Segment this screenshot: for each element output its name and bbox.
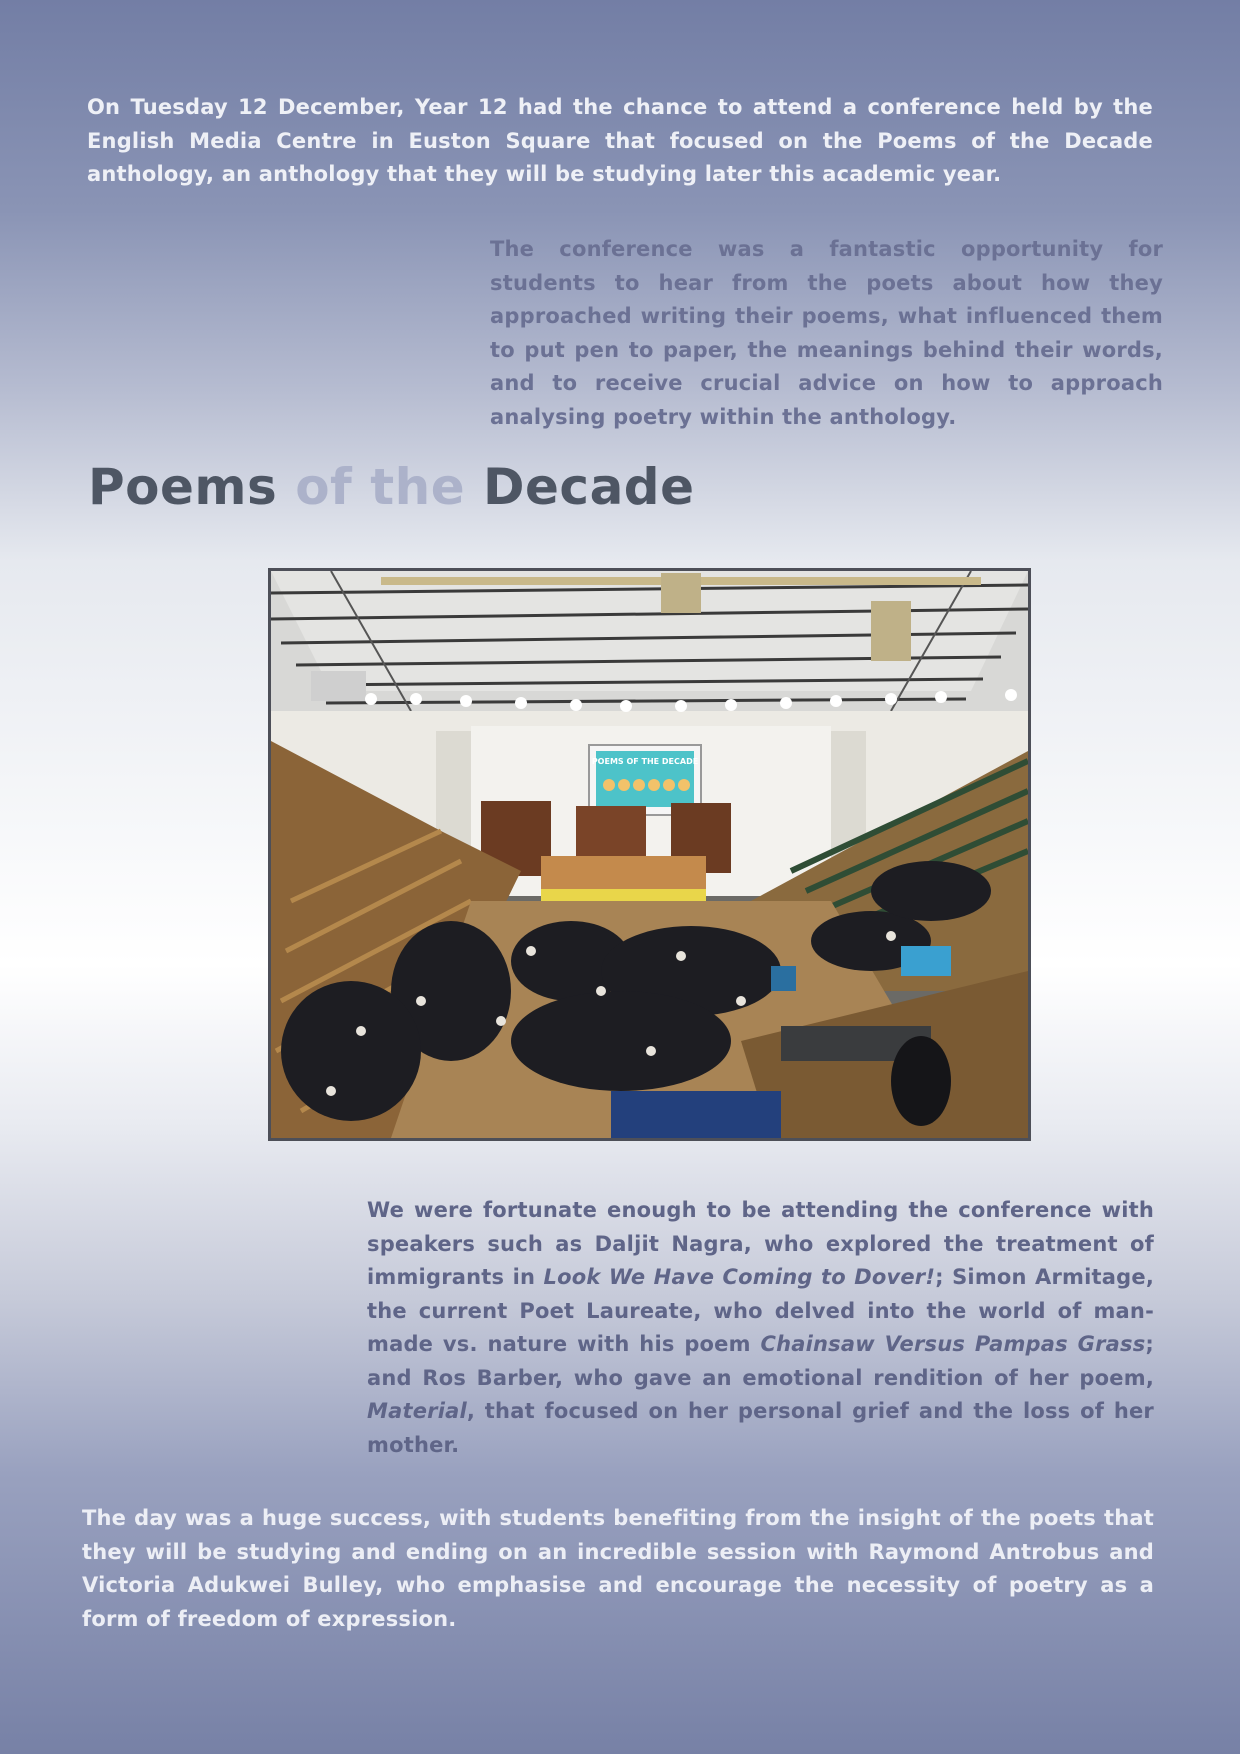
screen-title: POEMS OF THE DECADE: [591, 757, 699, 766]
title-part-of-the: of the: [295, 458, 466, 516]
article-title: [88, 458, 695, 516]
title-part-decade: Decade: [465, 458, 695, 516]
conclusion-paragraph: The day was a huge success, with students benefiting from the insight of the poets that they will be studying and ending on an incredible session with Raymond Antrobus and Victoria Adukwei Bulley, who emphasise and encourage the necessity of poetry as a form of freedom of expression.: [82, 1506, 1154, 1631]
intro-paragraph: On Tuesday 12 December, Year 12 had the chance to attend a conference held by the English Media Centre in Euston Square that focused on the Poems of the Decade anthology, an anthology that they will be studying later this academic year.: [87, 95, 1153, 186]
speakers-text-4: , that focused on her personal grief and the loss of her mother.: [367, 1399, 1154, 1457]
poem-title-material: Material: [367, 1399, 467, 1423]
speakers-paragraph: [367, 1194, 1154, 1462]
speakers-text-2: ; Simon Armitage, the current Poet Laureate, who delved into the world of man-made vs. nature with his poem: [367, 1265, 1154, 1356]
title-part-poems: Poems: [88, 458, 296, 516]
opportunity-paragraph: The conference was a fantastic opportunity for students to hear from the poets about how they approached writing their poems, what influenced them to put pen to paper, the meanings behind their words, and to receive crucial advice on how to approach analysing poetry within the anthology.: [490, 237, 1163, 429]
speakers-text-3: ; and Ros Barber, who gave an emotional rendition of her poem,: [367, 1332, 1155, 1390]
poem-title-dover: Look We Have Coming to Dover!: [543, 1265, 936, 1289]
speakers-text-1: We were fortunate enough to be attending the conference with speakers such as Daljit Nagra, who explored the treatment of immigrants in: [367, 1198, 1154, 1289]
conference-hall-photo: [268, 568, 1031, 1141]
poem-title-chainsaw: Chainsaw Versus Pampas Grass: [760, 1332, 1146, 1356]
